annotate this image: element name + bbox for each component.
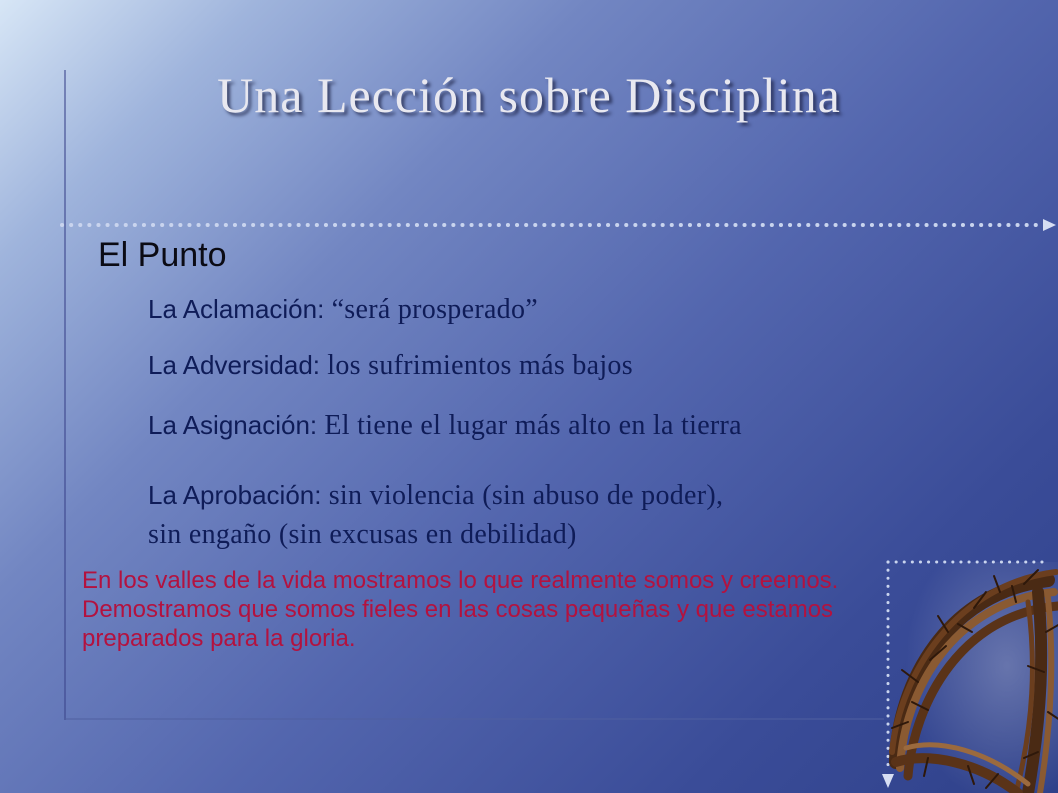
dotted-divider <box>0 218 1058 232</box>
point-text: sin violencia (sin abuso de poder), <box>328 480 724 511</box>
vertical-rule <box>64 70 66 720</box>
point-text: los sufrimientos más bajos <box>327 350 633 381</box>
point-text: “será prosperado” <box>331 294 538 325</box>
slide-title: Una Lección sobre Disciplina <box>217 67 841 123</box>
reflection-note: En los valles de la vida mostramos lo que realmente somos y creemos. Demostramos que somos fieles en las cosas pequeñas y que estamos preparados para la gloria. <box>82 567 839 652</box>
horizontal-rule <box>64 718 884 720</box>
crown-of-thorns-icon <box>888 562 1058 793</box>
point-adversity <box>148 350 633 382</box>
point-label: La Adversidad: <box>148 350 321 380</box>
point-assignment <box>148 410 742 442</box>
point-label: La Aclamación: <box>148 294 325 324</box>
point-label: La Aprobación: <box>148 480 322 510</box>
point-approval <box>148 476 723 554</box>
point-label: La Asignación: <box>148 410 318 440</box>
point-acclamation <box>148 294 538 326</box>
point-text-continued: sin engaño (sin excusas en debilidad) <box>148 519 577 550</box>
point-text: El tiene el lugar más alto en la tierra <box>324 410 742 441</box>
section-heading: El Punto <box>98 236 227 274</box>
